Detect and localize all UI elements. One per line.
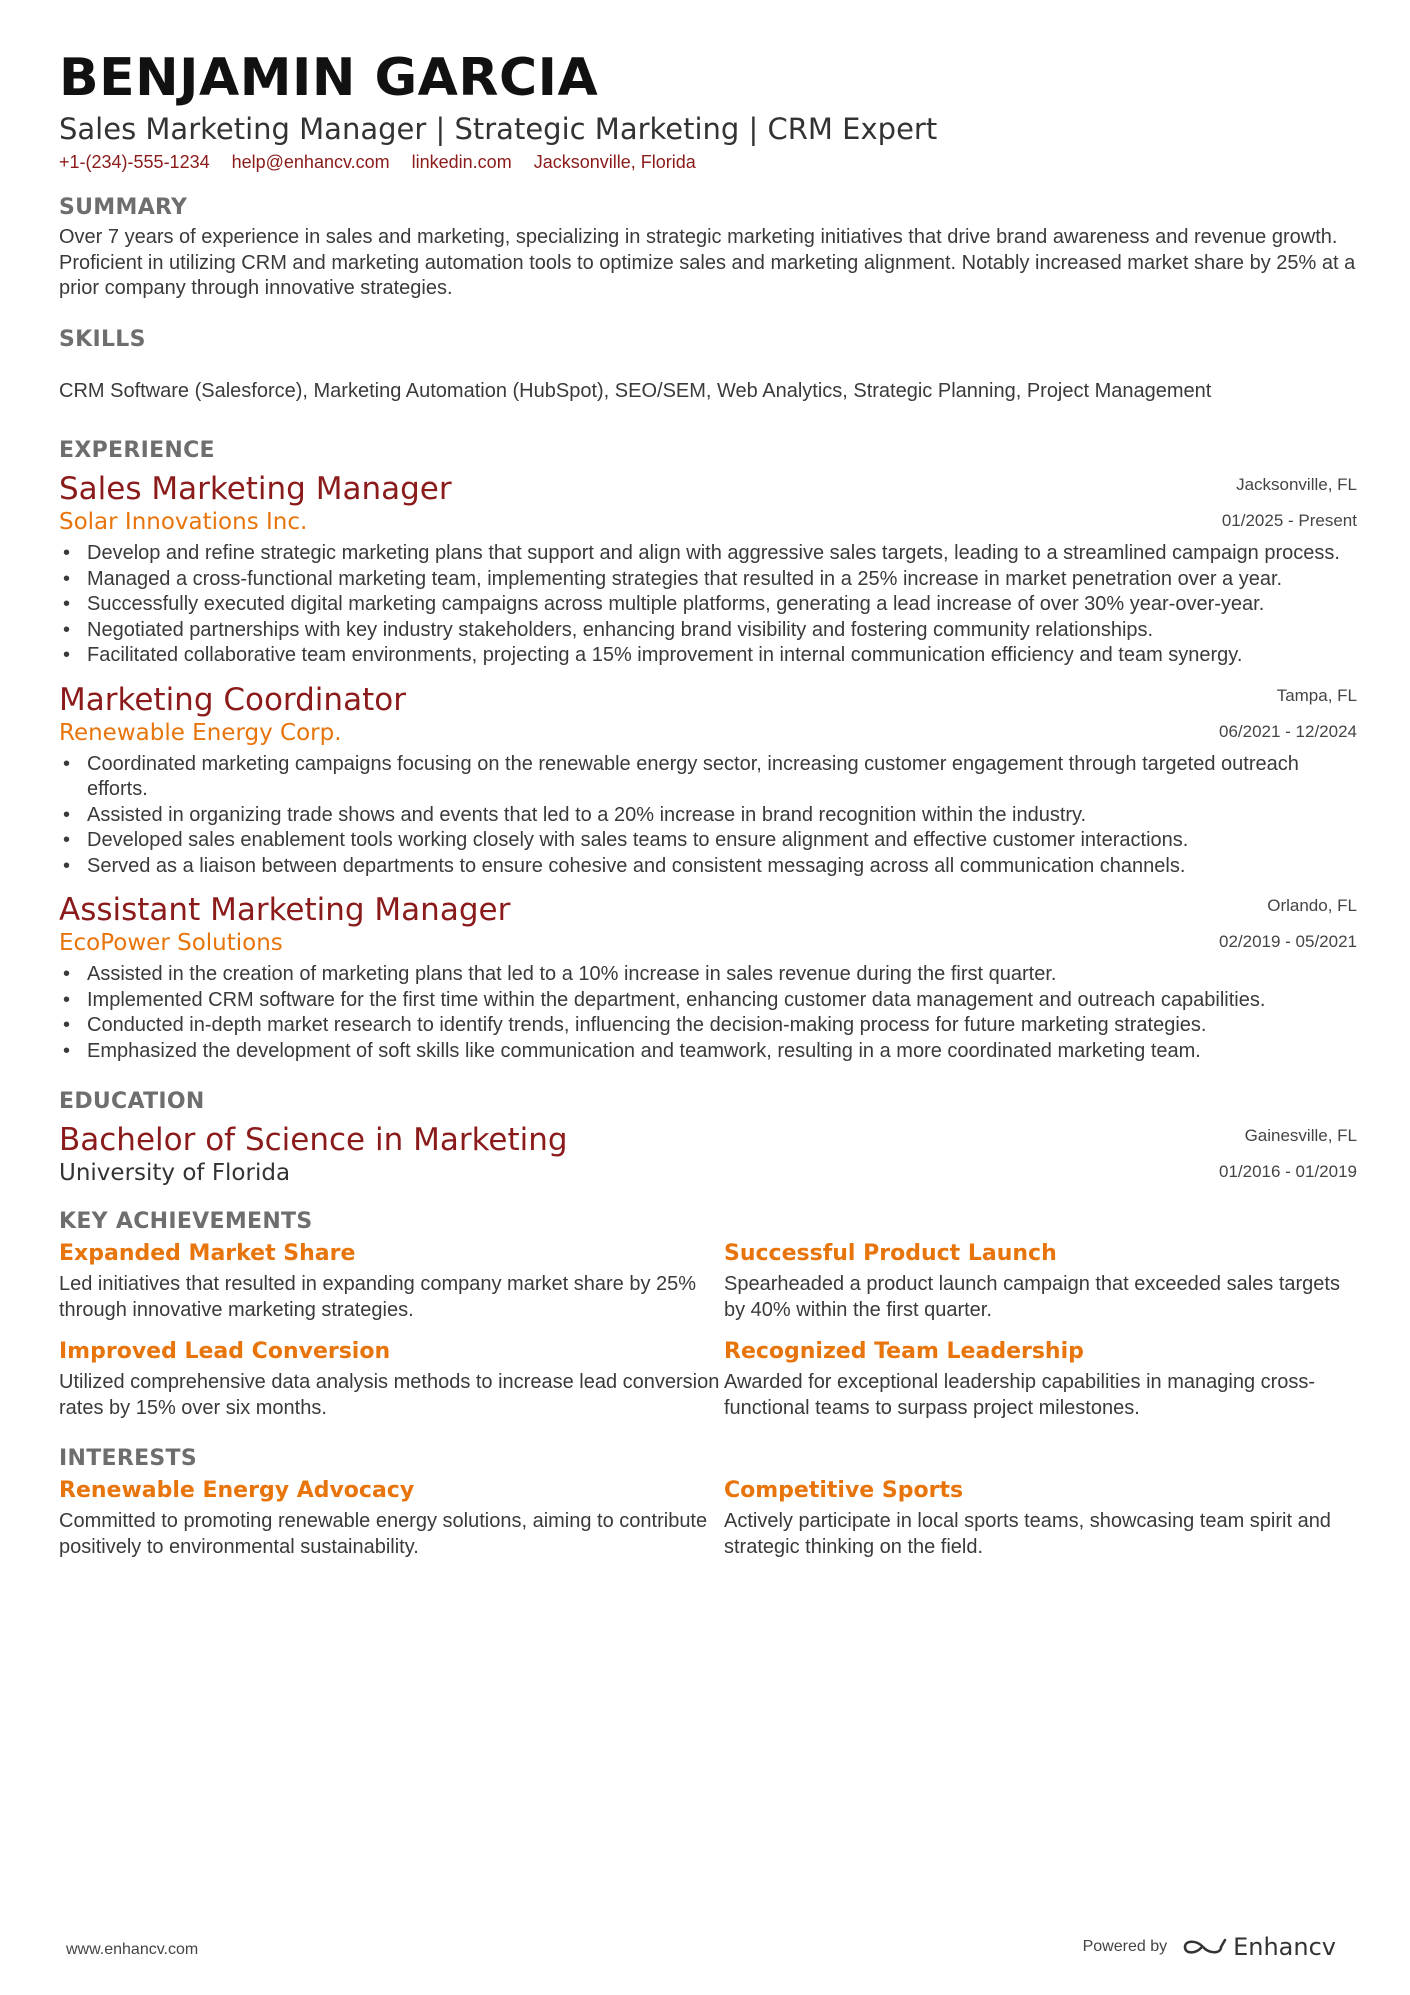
bullet-item [59,803,1357,829]
summary-section [59,194,1357,302]
footer-website-link[interactable]: www.enhancv.com [66,1941,199,1958]
education-dates: 01/2016 - 01/2019 [1218,1162,1357,1181]
contact-list [59,150,1357,174]
company-name: EcoPower Solutions [59,930,283,956]
interests-section [59,1445,1357,1560]
interest-title: Competitive Sports [724,1478,964,1503]
bullet-text: Emphasized the development of soft skills like communication and teamwork, resulting in a more coordinated marketing team. [87,1039,1201,1062]
achievement-desc: Spearheaded a product launch campaign that exceeded sales targets by 40% within the first quarter. [724,1273,1340,1321]
job-location: Jacksonville, FL [1236,475,1357,494]
achievements-grid [59,1239,1357,1421]
footer-powered [1083,1933,1336,1961]
job-meta [1219,682,1357,743]
education-meta [1219,1122,1357,1183]
achievement-desc: Utilized comprehensive data analysis methods to increase lead conversion rates by 15% over six months. [59,1371,720,1419]
bullet-text: Developed sales enablement tools working closely with sales teams to ensure alignment and effective customer interactions. [87,829,1189,851]
bullet-icon: • [63,963,71,985]
achievement-item [59,1337,724,1421]
interests-grid [59,1476,1357,1560]
achievement-desc: Led initiatives that resulted in expanding company market share by 25% through innovative marketing strategies. [59,1273,697,1321]
skills-heading: SKILLS [59,326,146,352]
bullet-item [59,828,1357,854]
company-name: Renewable Energy Corp. [59,719,342,746]
job-title: Assistant Marketing Manager [59,892,511,928]
bullet-text: Managed a cross-functional marketing team, implementing strategies that resulted in a 25% increase in market penetration over a year. [87,567,1283,590]
bullet-text: Assisted in the creation of marketing plans that led to a 10% increase in sales revenue during the first quarter. [87,963,1057,985]
email-link[interactable]: help@enhancv.com [231,152,390,172]
interests-heading: INTERESTS [59,1446,197,1471]
bullet-icon: • [63,593,71,615]
bullet-icon: • [63,567,71,590]
school-name: University of Florida [59,1160,291,1186]
job-bullets [59,541,1357,669]
bullet-text: Coordinated marketing campaigns focusing on the renewable energy sector, increasing customer engagement through targeted outreach efforts. [87,752,1299,800]
interest-item [59,1476,724,1560]
bullet-icon: • [63,542,71,564]
job-meta [1219,892,1357,953]
bullet-text: Conducted in-depth market research to identify trends, influencing the decision-making process for future marketing strategies. [87,1014,1207,1036]
candidate-name: BENJAMIN GARCIA [59,48,599,108]
headline: Sales Marketing Manager | Strategic Marketing | CRM Expert [59,112,938,146]
interest-item [724,1476,1357,1560]
job-entry [59,471,1357,669]
skills-text: CRM Software (Salesforce), Marketing Automation (HubSpot), SEO/SEM, Web Analytics, Strategic Planning, Project Management [59,379,1212,402]
job-location: Tampa, FL [1276,685,1357,705]
linkedin-link[interactable]: linkedin.com [411,152,512,172]
job-dates: 02/2019 - 05/2021 [1218,932,1357,951]
bullet-icon: • [63,1014,71,1036]
bullet-icon: • [63,829,71,851]
powered-by-label: Powered by [1082,1938,1168,1955]
achievement-item [59,1239,724,1323]
job-bullets [59,962,1357,1064]
summary-heading: SUMMARY [59,195,188,220]
bullet-item [59,988,1357,1014]
job-entry [59,892,1357,1064]
bullet-item [59,618,1357,644]
bullet-text: Implemented CRM software for the first time within the department, enhancing customer data management and outreach capabilities. [87,988,1266,1011]
location-text: Jacksonville, Florida [533,152,696,172]
job-location: Orlando, FL [1267,896,1357,915]
header [59,46,1357,174]
job-dates: 06/2021 - 12/2024 [1218,721,1357,741]
bullet-item [59,752,1357,803]
bullet-text: Served as a liaison between departments to ensure cohesive and consistent messaging across all communication channels. [87,854,1186,877]
bullet-item [59,541,1357,567]
education-location: Gainesville, FL [1244,1126,1357,1145]
bullet-icon: • [63,618,71,641]
achievements-heading: KEY ACHIEVEMENTS [59,1209,313,1234]
bullet-icon: • [63,803,71,826]
bullet-text: Develop and refine strategic marketing plans that support and align with aggressive sales targets, leading to a streamlined campaign process. [87,542,1340,564]
bullet-item [59,1013,1357,1039]
enhancv-brand[interactable] [1181,1933,1336,1961]
bullet-text: Negotiated partnerships with key industry stakeholders, enhancing brand visibility and fostering community relationships. [87,618,1154,641]
achievement-item [724,1239,1357,1323]
experience-heading: EXPERIENCE [59,438,215,463]
interest-title: Renewable Energy Advocacy [59,1478,415,1503]
experience-section [59,437,1357,1064]
job-dates: 01/2025 - Present [1221,511,1357,530]
enhancv-logo-icon [1181,1935,1227,1959]
achievement-desc: Awarded for exceptional leadership capabilities in managing cross-functional teams to surpass project milestones. [724,1371,1316,1419]
achievements-section [59,1208,1357,1421]
job-title: Marketing Coordinator [59,681,406,718]
achievement-item [724,1337,1357,1421]
summary-text: Over 7 years of experience in sales and marketing, specializing in strategic marketing initiatives that drive brand awareness and revenue growth. Proficient in utilizing CRM and marketing automation tools to optimize sales and marketing alignment. Notably increased market share by 25% at a prior company through innovative strategies. [59,226,1356,299]
interest-desc: Committed to promoting renewable energy solutions, aiming to contribute positively to environmental sustainability. [59,1510,708,1558]
bullet-text: Facilitated collaborative team environments, projecting a 15% improvement in internal communication efficiency and team synergy. [87,644,1243,666]
resume-page [59,46,1357,1560]
skills-section [59,326,1357,405]
bullet-item [59,962,1357,988]
bullet-icon: • [63,988,71,1011]
job-bullets [59,752,1357,880]
bullet-icon: • [63,854,71,877]
achievement-title: Improved Lead Conversion [59,1339,391,1364]
job-title: Sales Marketing Manager [59,471,452,507]
brand-name: Enhancv [1233,1933,1336,1961]
interest-desc: Actively participate in local sports teams, showcasing team spirit and strategic thinking on the field. [724,1510,1331,1558]
achievement-title: Expanded Market Share [59,1241,356,1266]
degree-title: Bachelor of Science in Marketing [59,1122,568,1158]
phone-link[interactable]: +1-(234)-555-1234 [59,152,210,172]
bullet-item [59,643,1357,669]
job-meta [1222,471,1357,532]
bullet-item [59,1039,1357,1065]
bullet-icon: • [63,644,71,666]
education-section [59,1088,1357,1188]
bullet-icon: • [63,752,71,775]
achievement-title: Successful Product Launch [724,1241,1057,1266]
bullet-text: Assisted in organizing trade shows and events that led to a 20% increase in brand recognition within the industry. [87,803,1087,826]
education-entry [59,1122,1357,1188]
bullet-icon: • [63,1039,71,1062]
bullet-item [59,567,1357,593]
achievement-title: Recognized Team Leadership [724,1339,1084,1364]
bullet-item [59,592,1357,618]
education-heading: EDUCATION [59,1089,205,1114]
bullet-item [59,854,1357,880]
job-entry [59,682,1357,880]
bullet-text: Successfully executed digital marketing campaigns across multiple platforms, generating a lead increase of over 30% year-over-year. [87,593,1265,615]
company-name: Solar Innovations Inc. [59,509,308,535]
